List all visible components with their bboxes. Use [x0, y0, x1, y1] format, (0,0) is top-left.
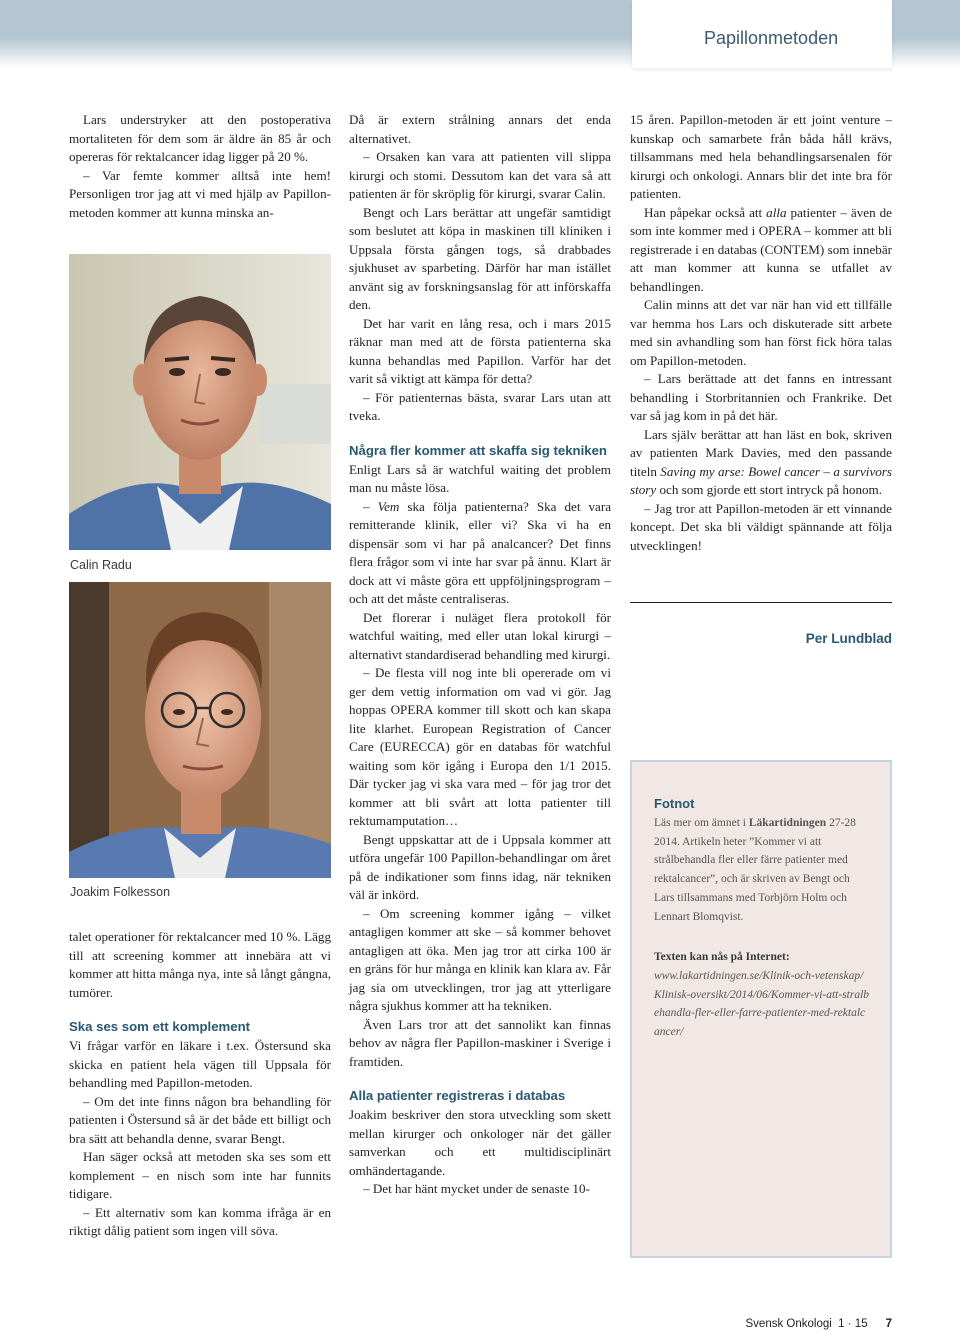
paragraph: Då är extern strålning annars det enda alternativet.: [349, 112, 611, 146]
section-title: Papillonmetoden: [704, 28, 839, 48]
paragraph: – Om screening kommer igång – vilket antagligen kommer att ske – så kommer behovet antagligen att öka. Men jag tror att cirka 100 är en gräns för hur många en klinik kan klara av. Får jag sia om utvecklingen, tror jag att ytterligare några sjukhus kommer att ha tekniken.: [349, 905, 611, 1013]
footnote-text: [654, 814, 870, 926]
internet-label: Texten kan nås på Internet:: [654, 951, 790, 964]
paragraph: talet operationer för rektalcancer med 10 %. Lägg till att screening kommer att innebära att vi kommer att hitta många nya, inte så långt gångna, tumörer.: [69, 929, 331, 1000]
footnote-url[interactable]: [654, 967, 870, 1042]
column-1-bottom: [69, 928, 331, 1241]
paragraph: [630, 426, 892, 500]
paragraph: Lars understryker att den postoperativa mortaliteten för dem som är äldre än 85 år och opereras för rektalcancer idag ligger på 20 %.: [69, 112, 331, 164]
emphasis: alla: [766, 204, 787, 220]
paragraph: [349, 498, 611, 609]
paragraph: Enligt Lars så är watchful waiting det problem man nu måste lösa.: [349, 461, 611, 495]
divider-rule: [630, 602, 892, 603]
emphasis: Vem: [377, 498, 400, 514]
paragraph: – För patienternas bästa, svarar Lars utan att tveka.: [349, 389, 611, 423]
footnote-title: Fotnot: [654, 796, 695, 811]
paragraph: Bengt uppskattar att de i Uppsala kommer att utföra ungefär 100 Papillon-behandlingar om året på de indikationer som finns idag, när tekniken väl är inkörd.: [349, 831, 611, 902]
photo-caption: Joakim Folkesson: [70, 885, 171, 899]
paragraph: Vi frågar varför en läkare i t.ex. Östersund ska skicka en patient hela vägen till Uppsala för behandling med Papillon-metoden.: [69, 1038, 331, 1090]
paragraph: [630, 204, 892, 297]
text-run: Läs mer om ämnet i: [654, 817, 749, 829]
paragraph: – Jag tror att Papillon-metoden är ett vinnande koncept. Det ska bli väldigt spännande att följa utvecklingen!: [630, 500, 892, 553]
emphasis: Saving my arse: Bowel cancer – a survivors story: [630, 463, 892, 497]
paragraph: – Lars berättade att det fanns en intressant behandling i Storbritannien och Frankrike. Det var så jag kom in på det här.: [630, 371, 892, 423]
journal-issue: Svensk Onkologi 1 · 15: [745, 1318, 868, 1330]
subheading: Ska ses som ett komplement: [69, 1019, 251, 1034]
url-text[interactable]: www.lakartidningen.se/Klinik-och-vetenskap/Klinisk-oversikt/2014/06/Kommer-vi-att-stralbehandla-fler-eller-farre-patienter-med-rektalcancer/: [654, 969, 870, 1039]
paragraph: 15 åren. Papillon-metoden är ett joint venture – kunskap och samarbete från båda håll krävs, tillsammans med hela behandlingsarsenalen för kirurgi och onkologi. Annars blir det inte bra för patienten.: [630, 112, 892, 201]
paragraph: – Orsaken kan vara att patienten vill slippa kirurgi och stomi. Dessutom kan det vara så att patienten är för skröplig för kirurgi, svarar Calin.: [349, 149, 611, 201]
column-2: [349, 111, 611, 1199]
section-tab: [632, 0, 892, 68]
text-run: ska följa patienterna? Ska det vara remitterande klinik, eller vi? Ska vi ha en dispensär som vi har på analcancer? Det finns flera frågor som vi inte har svar på ännu. Klart är dock att vi måste göra ett uppföljningsprogram – och att det måste centraliseras.: [349, 498, 611, 606]
paragraph: Joakim beskriver den stora utveckling som skett mellan kirurger och onkologer när det gäller samverkan och ett multidisciplinärt omhändertagande.: [349, 1107, 611, 1178]
paragraph: Bengt och Lars berättar att ungefär samtidigt som beslutet att köpa in maskinen till kliniken i Uppsala första gången togs, så drabbades sjukhuset av sparbeting. Därför har man istället använt sig av forskningsanslag för att införskaffa den.: [349, 204, 611, 312]
page-number: 7: [885, 1318, 892, 1330]
paragraph: Calin minns att det var när han vid ett tillfälle var hemma hos Lars och diskuterade sitt arbete med sin avhandling som han först fick höra talas om Papillon-metoden.: [630, 297, 892, 368]
subheading: Alla patienter registreras i databas: [349, 1088, 566, 1103]
text-run: 27-28 2014. Artikeln heter ”Kommer vi att strålbehandla fler eller färre patienter med rektalcancer”, och är skriven av Bengt och Lars tillsammans med Torbjörn Holm och Lennart Blomqvist.: [654, 817, 856, 923]
footnote-box: [630, 760, 892, 1258]
text-run: Han påpekar också att: [644, 204, 767, 220]
paragraph: – Var femte kommer alltså inte hem! Personligen tror jag att vi med hjälp av Papillon-metoden kommer att kunna minska an-: [69, 167, 331, 220]
paragraph: Det har varit en lång resa, och i mars 2015 räknar man med att de första patienterna ska kunna behandlas med Papillon. Varför har det varit så viktigt att kämpa för detta?: [349, 315, 611, 386]
paragraph: – De flesta vill nog inte bli opererade om vi ger dem vettig information om vad vi gör. Jag hoppas OPERA kommer till skott och kan skapa lite klarhet. European Registration of Cancer Care (EURECCA) gör en databas för watchful waiting som kör igång i Europa den 1/1 2015. Där tycker jag vi ska vara med – för jag tror det kommer att bli svårt att lotta patienter till rektumamputation…: [349, 665, 611, 828]
photo-calin-radu: [69, 254, 331, 550]
footnote-content: [654, 796, 870, 1042]
paragraph: Även Lars tror att det sannolikt kan finnas behov av några fler Papillon-maskiner i Sverige i framtiden.: [349, 1016, 611, 1069]
paragraph: – Om det inte finns någon bra behandling för patienten i Östersund så är det både ett billigt och bra sätt att behandla denne, svarar Bengt.: [69, 1093, 331, 1146]
paragraph: – Ett alternativ som kan komma ifråga är en riktigt dålig patient som ingen vill söva.: [69, 1204, 331, 1238]
paragraph: Det florerar i nuläget flera protokoll för watchful waiting, med eller utan lokal kirurgi – alternativt standardiserad behandling med kirurgi.: [349, 609, 611, 662]
text-run: Lars själv berättar att han läst en bok, skriven av patienten Mark Davies, med den passande titeln: [630, 426, 892, 479]
subheading: Några fler kommer att skaffa sig tekniken: [349, 442, 607, 458]
photo-caption: Calin Radu: [70, 558, 132, 572]
paragraph: Han säger också att metoden ska ses som ett komplement – en nisch som inte har funnits tidigare.: [69, 1149, 331, 1201]
page-footer: [746, 1318, 893, 1330]
column-1-top: [69, 111, 331, 222]
journal-name: Läkartidningen: [748, 817, 827, 829]
paragraph: – Det har hänt mycket under de senaste 10-: [363, 1181, 590, 1196]
text-run: –: [363, 498, 378, 514]
text-run: och som gjorde ett stort intryck på honom.: [656, 482, 883, 497]
text-run: patienter – även de som inte kommer med i OPERA – kommer att bli registrerade i en databas (CONTEM) som innebär att man kommer att kunna se utfallet av behandlingen.: [630, 204, 892, 294]
author-byline: Per Lundblad: [805, 631, 892, 646]
photo-joakim-folkesson: [69, 582, 331, 878]
column-3: [630, 111, 892, 555]
